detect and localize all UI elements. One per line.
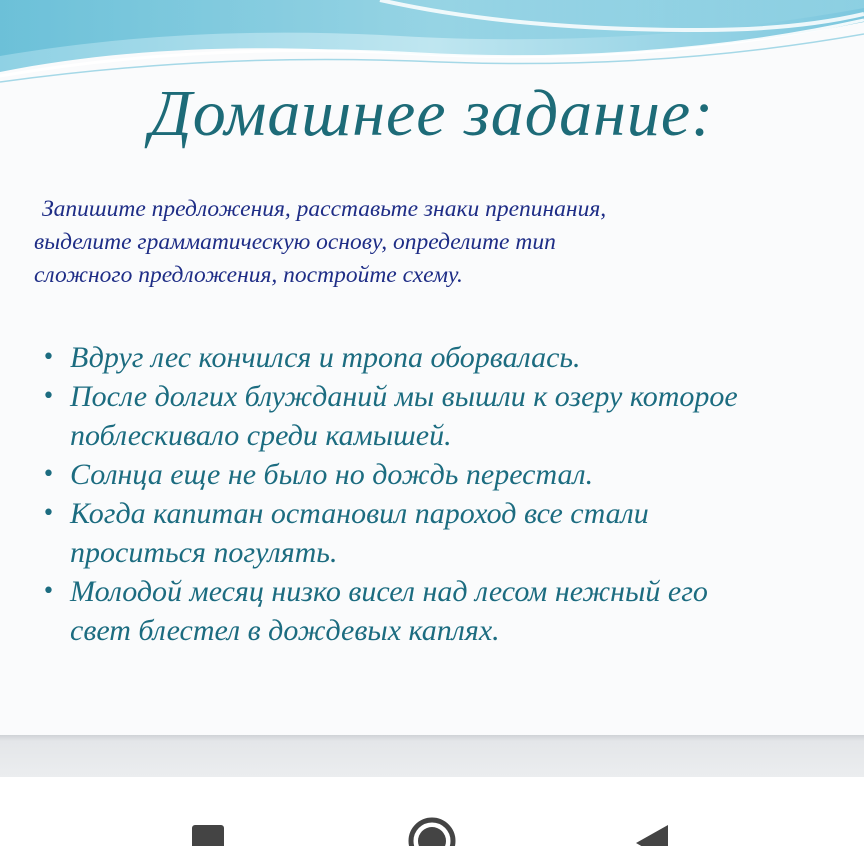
instructions-line: сложного предложения, постройте схему. — [34, 262, 463, 288]
instructions-line: выделите грамматическую основу, определите тип — [34, 229, 556, 255]
home-button[interactable] — [408, 817, 448, 846]
sentence-line: Когда капитан остановил пароход все стали — [70, 497, 649, 530]
android-navigation-bar — [0, 777, 864, 846]
list-item — [40, 377, 840, 455]
list-item — [40, 455, 840, 494]
sentence-line: проситься погулять. — [70, 536, 338, 569]
triangle-back-icon — [632, 821, 672, 846]
homework-instructions — [34, 193, 834, 292]
bullet-icon: • — [42, 384, 55, 409]
back-button[interactable] — [632, 821, 672, 846]
sentence-line: Солнца еще не было но дождь перестал. — [70, 458, 594, 491]
instructions-line: Запишите предложения, расставьте знаки препинания, — [42, 196, 607, 222]
bullet-icon: • — [42, 462, 55, 487]
slide-shadow-divider — [0, 735, 864, 777]
sentence-list — [40, 338, 840, 650]
list-item — [40, 338, 840, 377]
sentence-line: Молодой месяц низко висел над лесом нежный его — [70, 575, 708, 608]
bullet-icon: • — [42, 345, 55, 370]
slide-title: Домашнее задание: — [149, 77, 715, 150]
sentence-line: После долгих блужданий мы вышли к озеру которое — [70, 380, 738, 413]
bullet-icon: • — [42, 501, 55, 526]
bullet-icon: • — [42, 579, 55, 604]
sentence-line: поблескивало среди камышей. — [70, 419, 452, 452]
square-icon — [190, 821, 230, 846]
recents-button[interactable] — [190, 821, 230, 846]
circle-icon — [408, 817, 456, 846]
list-item — [40, 494, 840, 572]
sentence-line: свет блестел в дождевых каплях. — [70, 614, 500, 647]
sentence-line: Вдруг лес кончился и тропа оборвалась. — [70, 341, 581, 374]
list-item — [40, 572, 840, 650]
